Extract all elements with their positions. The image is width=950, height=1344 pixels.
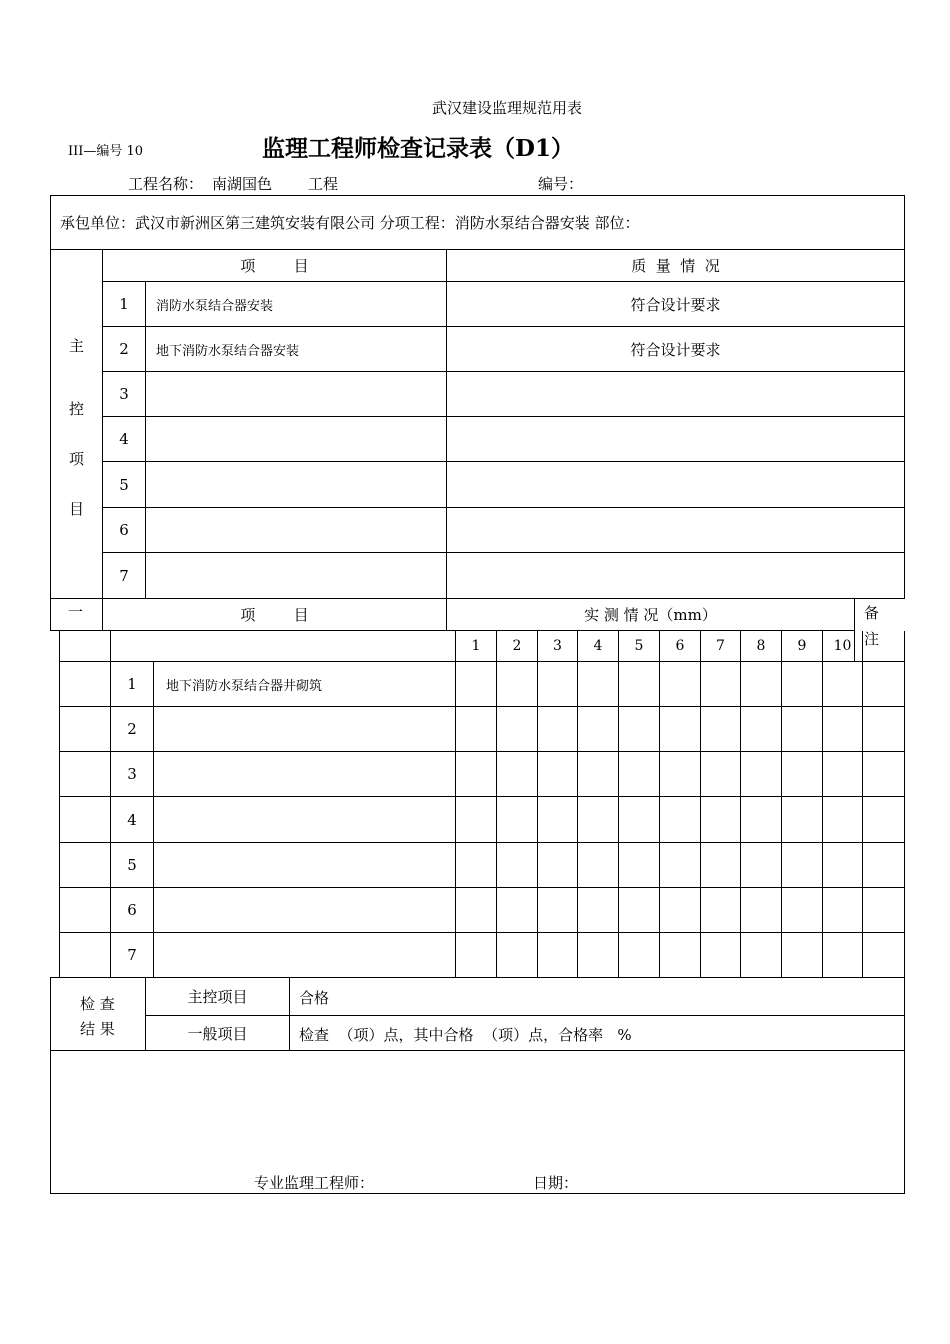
rule — [102, 416, 905, 417]
general-row-1-no: 1 — [127, 675, 137, 693]
rule — [59, 887, 905, 888]
main-control-label-2: 控 — [68, 399, 84, 418]
result-main-label: 主控项目 — [187, 988, 248, 1006]
rule — [59, 842, 905, 843]
general-row-1-item: 地下消防水泵结合器井砌筑 — [166, 678, 323, 694]
rule — [289, 977, 290, 1051]
general-row-6-no: 6 — [127, 901, 137, 919]
result-label-1: 检 查 — [80, 995, 115, 1013]
rule — [59, 706, 905, 707]
measure-col-10: 10 — [833, 638, 852, 654]
general-side-label: 一 — [68, 603, 84, 621]
rule — [59, 631, 60, 978]
main-col-quality-header: 质 量 情 况 — [631, 257, 720, 275]
rule — [618, 631, 619, 978]
project-name: 南湖国色 — [212, 175, 273, 193]
rule — [577, 631, 578, 978]
rule — [904, 195, 905, 599]
measure-col-6: 6 — [675, 638, 685, 654]
main-row-2-item: 地下消防水泵结合器安装 — [156, 343, 300, 359]
main-control-label-1: 主 — [68, 336, 84, 355]
general-row-7-no: 7 — [127, 946, 137, 964]
measure-col-8: 8 — [756, 638, 766, 654]
rule — [740, 631, 741, 978]
rule — [822, 631, 823, 978]
main-row-6-no: 6 — [119, 521, 129, 539]
measure-col-9: 9 — [797, 638, 807, 654]
main-row-1-item: 消防水泵结合器安装 — [156, 298, 274, 314]
main-control-label-4: 目 — [68, 499, 84, 518]
main-row-4-no: 4 — [119, 430, 129, 448]
rule — [102, 461, 905, 462]
result-general-label: 一般项目 — [187, 1024, 248, 1043]
rule — [59, 751, 905, 752]
rule — [102, 552, 905, 553]
rule — [59, 796, 905, 797]
rule — [862, 631, 863, 978]
project-label: 工程名称： — [128, 175, 204, 193]
main-row-3-no: 3 — [119, 385, 129, 403]
rule — [496, 631, 497, 978]
general-col-measure-header: 实 测 情 况（mm） — [584, 606, 717, 624]
result-general-value: 检查 （项）点，其中合格 （项）点，合格率 % — [299, 1026, 632, 1044]
number-label: 编号： — [538, 175, 584, 193]
rule — [700, 631, 701, 978]
measure-col-1: 1 — [471, 638, 481, 654]
rule — [904, 977, 905, 1194]
contractor-info: 承包单位：武汉市新洲区第三建筑安装有限公司 分项工程：消防水泵结合器安装 部位： — [60, 214, 640, 232]
page-title: 监理工程师检查记录表（D1） — [262, 135, 574, 162]
rule — [59, 932, 905, 933]
date-label: 日期： — [533, 1174, 579, 1192]
rule — [102, 507, 905, 508]
measure-col-3: 3 — [553, 638, 562, 654]
main-row-7-no: 7 — [119, 566, 129, 585]
main-row-1-no: 1 — [119, 295, 129, 313]
rule — [659, 631, 660, 978]
engineer-signature-label: 专业监理工程师： — [254, 1174, 375, 1192]
rule — [537, 631, 538, 978]
project-suffix: 工程 — [308, 175, 339, 193]
form-subtitle: 武汉建设监理规范用表 — [432, 99, 583, 117]
rule — [50, 1050, 905, 1051]
rule — [904, 631, 905, 978]
general-row-5-no: 5 — [127, 856, 137, 874]
general-row-4-no: 4 — [127, 810, 137, 829]
measure-col-2: 2 — [512, 638, 522, 654]
main-row-2-quality: 符合设计要求 — [630, 340, 721, 359]
rule — [50, 977, 51, 1194]
general-row-2-no: 2 — [127, 720, 137, 738]
main-control-label-3: 项 — [68, 449, 84, 468]
main-col-item-header: 项 目 — [240, 257, 309, 275]
form-code: III—编号 10 — [68, 144, 144, 159]
remark-header-2: 注 — [864, 630, 880, 648]
measure-col-4: 4 — [593, 638, 603, 654]
rule — [50, 1193, 905, 1194]
measure-col-5: 5 — [634, 638, 644, 654]
remark-header-1: 备 — [864, 604, 880, 622]
result-main-value: 合格 — [299, 989, 330, 1007]
main-row-2-no: 2 — [119, 340, 129, 358]
main-row-5-no: 5 — [119, 475, 129, 494]
main-row-1-quality: 符合设计要求 — [630, 295, 721, 314]
rule — [781, 631, 782, 978]
measure-col-7: 7 — [716, 638, 725, 654]
rule — [102, 371, 905, 372]
result-label-2: 结 果 — [80, 1020, 115, 1038]
general-col-item-header: 项 目 — [240, 606, 309, 624]
rule — [455, 631, 456, 978]
rule — [153, 661, 154, 978]
general-row-3-no: 3 — [127, 765, 137, 783]
